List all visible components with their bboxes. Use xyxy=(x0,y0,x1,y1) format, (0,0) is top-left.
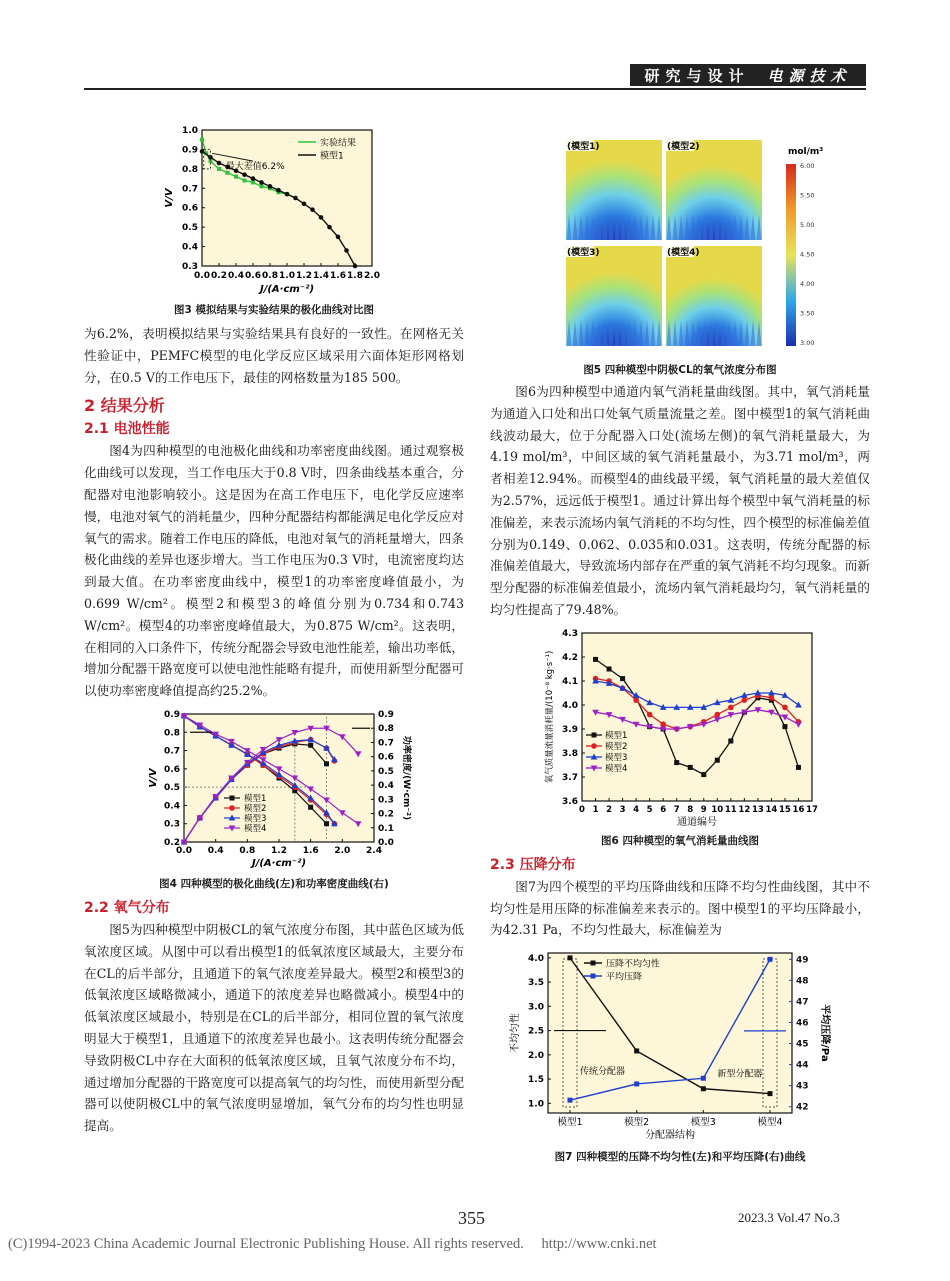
y2-tick-label: 49 xyxy=(796,955,809,966)
x-tick-label: 14 xyxy=(765,804,778,815)
data-point xyxy=(728,738,733,743)
figure-6-caption: 图6 四种模型的氧气消耗量曲线图 xyxy=(601,834,759,847)
x-tick-label: 2.4 xyxy=(366,845,382,856)
legend-marker xyxy=(591,743,597,749)
legend-label: 模型1 xyxy=(244,793,267,804)
figure-7-chart xyxy=(490,945,870,1145)
data-point xyxy=(251,176,256,181)
panel-label: (模型3) xyxy=(567,248,600,258)
x-tick-label: 1.2 xyxy=(296,271,312,281)
data-point xyxy=(715,757,720,762)
x-tick-label: 1.2 xyxy=(271,845,287,856)
y2-axis-label: 功率密度/(W·cm⁻²) xyxy=(401,735,411,821)
y-tick-label: 3.7 xyxy=(562,772,578,783)
issue-info: 2023.3 Vol.47 No.3 xyxy=(738,1210,840,1225)
y2-tick-label: 0.9 xyxy=(378,709,394,720)
polarization-point xyxy=(324,821,329,826)
colorbar-tick: 3.00 xyxy=(800,339,815,347)
y-tick-label: 0.2 xyxy=(164,837,180,848)
y-tick-label: 3.6 xyxy=(562,796,578,807)
x-tick-label: 1.8 xyxy=(347,271,363,281)
y-tick-label: 4.3 xyxy=(562,628,578,639)
y-tick-label: 4.2 xyxy=(562,652,578,663)
x-tick-label: 2.0 xyxy=(334,845,351,856)
y2-tick-label: 47 xyxy=(796,997,809,1008)
y-tick-label: 4.0 xyxy=(562,700,578,711)
data-point xyxy=(217,167,221,171)
data-point xyxy=(260,184,264,188)
legend-label: 模型4 xyxy=(244,823,267,834)
data-point xyxy=(634,1049,639,1054)
x-tick-label: 0.0 xyxy=(176,845,192,856)
journal-name: 电源技术 xyxy=(767,66,852,85)
data-point xyxy=(251,180,255,184)
figure-6-chart xyxy=(490,625,870,829)
x-axis-label: J/(A·cm⁻²) xyxy=(251,857,307,869)
data-point xyxy=(293,196,298,201)
y2-tick-label: 0.3 xyxy=(378,795,394,806)
legend-marker xyxy=(592,732,597,737)
data-point xyxy=(796,765,801,770)
page-number: 355 xyxy=(458,1208,485,1228)
data-point xyxy=(768,1091,773,1096)
annotation-label: 新型分配器 xyxy=(717,1069,763,1080)
data-point xyxy=(344,248,349,253)
figure-3-caption: 图3 模拟结果与实验结果的极化曲线对比图 xyxy=(174,304,374,316)
left-column xyxy=(84,118,464,1137)
data-point xyxy=(782,704,788,710)
data-point xyxy=(688,765,693,770)
y2-tick-label: 0.0 xyxy=(378,837,394,848)
legend-label: 模型4 xyxy=(605,763,628,774)
data-point xyxy=(728,704,734,710)
data-point xyxy=(701,1086,706,1091)
data-point xyxy=(234,175,238,179)
x-tick-label: 1.6 xyxy=(330,271,346,281)
data-point xyxy=(568,956,573,961)
data-point xyxy=(268,184,273,189)
y-tick-label: 1.0 xyxy=(528,1099,544,1110)
x-tick-label: 11 xyxy=(724,804,737,815)
y2-tick-label: 0.4 xyxy=(378,781,394,792)
journal-header xyxy=(630,64,866,86)
data-point xyxy=(319,215,324,220)
x-axis-label: 分配器结构 xyxy=(645,1130,695,1142)
paragraph-4: 图6为四种模型中通道内氧气消耗量曲线图。其中，氧气消耗量为通道入口处和出口处氧气质量流量之差。图中模型1的氧气消耗曲线波动最大，位于分配器入口处(流场左侧)的氧气消耗量最大，为4.19 mol/m³，中间区域的氧气消耗量最小，为3.71 mol/m³，两者相差12.94%。而模型4的曲线最平缓，氧气消耗量的最大差值仅为2.57%，远远低于模型1。通过计算出每个模型中氧气消耗量的标准偏差，来表示流场内氧气消耗的不均匀性，四个模型的标准偏差值分别为0.149、0.062、0.035和0.031。这表明，传统分配器的标准偏差值最大，导致流场内部存在严重的氧气消耗不均匀现象。而新型分配器的标准偏差值最小，流场内氧气消耗最均匀，氧气消耗量的均匀性提高了79.48%。 xyxy=(490,384,870,617)
right-column xyxy=(490,130,870,1164)
y2-tick-label: 48 xyxy=(796,976,809,987)
x-tick-label: 2 xyxy=(606,804,613,815)
y-tick-label: 0.9 xyxy=(164,709,180,720)
x-tick-label: 1.0 xyxy=(279,271,295,281)
paragraph-5: 图7为四个模型的平均压降曲线和压降不均匀性曲线图，其中不均匀性是用压降的标准偏差来表示的。图中模型1的平均压降最小，为42.31 Pa，不均匀性最大，标准偏差为 xyxy=(490,878,870,938)
legend-label: 模型2 xyxy=(605,741,628,752)
cnki-link[interactable]: http://www.cnki.net xyxy=(541,1236,657,1252)
x-tick-label: 6 xyxy=(660,804,667,815)
x-tick-label: 1 xyxy=(592,804,599,815)
x-tick-label: 8 xyxy=(687,804,694,815)
y-tick-label: 0.4 xyxy=(182,242,198,253)
y2-tick-label: 0.6 xyxy=(378,752,394,763)
figure-5-heatmaps xyxy=(490,130,870,358)
colorbar-tick: 5.00 xyxy=(800,221,815,229)
data-point xyxy=(634,1082,639,1087)
x-tick-label: 12 xyxy=(738,804,751,815)
x-tick-label: 7 xyxy=(673,804,680,815)
y-tick-label: 0.9 xyxy=(182,145,198,156)
data-point xyxy=(633,697,639,703)
x-tick-label: 1.6 xyxy=(302,845,319,856)
legend-label: 模型3 xyxy=(605,752,628,763)
y2-tick-label: 46 xyxy=(796,1018,809,1029)
x-tick-label: 0.0 xyxy=(194,271,210,281)
x-tick-label: 0.4 xyxy=(207,845,224,856)
paragraph-3: 图5为四种模型中阴极CL的氧气浓度分布图，其中蓝色区域为低氧浓度区域。从图中可以看出模型1的低氧浓度区域最大，主要分布在CL的后半部分，且通道下的氧气浓度差异最大。模型2和模型3的低氧浓度区域略微减小，通道下的浓度差异也略微减小。模型4中的低氧浓度区域最小，特别是在CL的后半部分，相同位置的氧气浓度明显大于模型1，且通道下的浓度差异也最小。这表明传统分配器会导致阴极CL中存在大面积的低氧浓度区域，且氧气浓度分布不均，通过增加分配器的干路宽度可以提高氧气的均匀性，而使用新型分配器可以使阴极CL中的氧气浓度明显增加，氧气分布的均匀性也明显提高。 xyxy=(84,921,464,1134)
x-axis-label: J/(A·cm⁻²) xyxy=(259,284,315,295)
panel-label: (模型1) xyxy=(567,142,600,152)
x-tick-label: 1.4 xyxy=(313,271,329,281)
colorbar-tick: 5.50 xyxy=(800,191,815,200)
annotation-label: 最大差值6.2% xyxy=(225,161,285,172)
figure-7-caption: 图7 四种模型的压降不均匀性(左)和平均压降(右)曲线 xyxy=(554,1151,806,1164)
data-point xyxy=(336,235,341,240)
legend-marker xyxy=(591,961,596,966)
data-point xyxy=(327,225,332,230)
y2-tick-label: 0.2 xyxy=(378,809,394,820)
x-tick-label: 15 xyxy=(779,804,791,815)
colorbar-tick: 6.00 xyxy=(800,162,815,170)
data-point xyxy=(647,712,653,718)
legend-label: 模型2 xyxy=(244,803,267,814)
plot-area xyxy=(202,130,372,266)
y-tick-label: 4.0 xyxy=(528,954,544,965)
section-2-3-title: 2.3 压降分布 xyxy=(490,856,576,873)
y-tick-label: 0.5 xyxy=(164,783,180,794)
x-tick-label: 9 xyxy=(700,804,707,815)
y-axis-label: 不均匀性 xyxy=(510,1013,521,1054)
x-tick-label: 模型3 xyxy=(690,1117,716,1129)
data-point xyxy=(243,179,247,183)
y2-axis-label: 平均压降/Pa xyxy=(819,1004,830,1062)
legend-marker xyxy=(229,805,235,811)
paragraph-1: 为6.2%，表明模拟结果与实验结果具有良好的一致性。在网格无关性验证中，PEMFC模型的电化学反应区域采用六面体矩形网格划分，在0.5 V的工作电压下，最佳的网格数量为185 500。 xyxy=(84,326,464,385)
data-point xyxy=(782,724,787,729)
data-point xyxy=(701,1076,706,1081)
panel-label: (模型2) xyxy=(667,142,700,152)
data-point xyxy=(714,712,720,718)
colorbar-tick: 4.50 xyxy=(800,250,815,259)
y-tick-label: 3.9 xyxy=(562,724,578,735)
legend-label: 平均压降 xyxy=(606,972,643,983)
y2-tick-label: 45 xyxy=(796,1039,809,1050)
y2-tick-label: 43 xyxy=(796,1081,809,1092)
copyright-text: (C)1994-2023 China Academic Journal Electronic Publishing House. All rights reserved. xyxy=(8,1236,524,1252)
copyright-line xyxy=(8,1236,657,1253)
y-tick-label: 0.7 xyxy=(182,184,198,195)
data-point xyxy=(674,760,679,765)
data-point xyxy=(701,772,706,777)
y-tick-label: 3.8 xyxy=(562,748,578,759)
data-point xyxy=(302,202,307,207)
y-tick-label: 0.8 xyxy=(164,728,180,739)
x-tick-label: 0.6 xyxy=(245,271,261,281)
legend-label: 模型1 xyxy=(605,730,628,741)
x-tick-label: 13 xyxy=(751,804,764,815)
y-axis-label: V/V xyxy=(148,768,159,788)
y-tick-label: 0.6 xyxy=(164,764,180,775)
y-axis-label: 氧气质量流量消耗量/(10⁻⁸ kg·s⁻¹) xyxy=(545,650,555,784)
legend-marker xyxy=(230,795,235,800)
y-tick-label: 0.3 xyxy=(182,262,198,272)
data-point xyxy=(217,161,222,166)
y-tick-label: 2.5 xyxy=(528,1026,544,1037)
y-tick-label: 0.4 xyxy=(164,801,180,812)
y-tick-label: 0.6 xyxy=(182,203,198,214)
power-point xyxy=(308,743,313,748)
section-2-2-title: 2.2 氧气分布 xyxy=(84,899,170,916)
y2-tick-label: 0.8 xyxy=(378,724,394,735)
header-rule xyxy=(84,88,866,90)
x-tick-label: 10 xyxy=(711,804,724,815)
figure-4-chart xyxy=(84,706,464,872)
journal-section: 研究与设计 xyxy=(644,66,750,85)
x-tick-label: 0.4 xyxy=(228,271,244,281)
x-tick-label: 0.8 xyxy=(262,271,278,281)
legend-label: 实验结果 xyxy=(320,138,357,149)
colorbar-tick: 4.00 xyxy=(800,280,815,288)
paragraph-2: 图4为四种模型的电池极化曲线和功率密度曲线图。通过观察极化曲线可以发现，当工作电压大于0.8 V时，四条曲线基本重合，分配器对电池影响较小。这是因为在高工作电压下，电化学反应速率慢，电池对氧气的消耗量少，四种分配器结构都能满足电化学反应对氧气的需求。随着工作电压的降低，电池对氧气的消耗量增大，四条极化曲线的差异也逐步增大。当工作电压为0.3 V时，电流密度均达到最大值。在功率密度曲线中，模型1的功率密度峰值最小，为0.699 W/cm²。模型2和模型3的峰值分别为0.734和0.743 W/cm²。模型4的功率密度峰值最大，为0.875 W/cm²。这表明，在相同的入口条件下，传统分配器会导致电池性能差，输出功率低，增加分配器干路宽度可以使电池性能略有提升，而使用新型分配器可以使功率密度峰值提高约25.2%。 xyxy=(84,443,464,699)
y-tick-label: 1.0 xyxy=(182,126,198,136)
x-tick-label: 0 xyxy=(579,804,585,815)
data-point xyxy=(607,666,612,671)
panel-label: (模型4) xyxy=(667,248,700,258)
data-point xyxy=(310,207,315,212)
y-tick-label: 3.5 xyxy=(528,978,544,989)
y2-tick-label: 0.7 xyxy=(378,738,394,749)
figure-3-chart xyxy=(84,118,464,296)
data-point xyxy=(200,138,204,142)
figure-5-caption: 图5 四种模型中阴极CL的氧气浓度分布图 xyxy=(583,364,777,376)
x-tick-label: 0.2 xyxy=(211,271,227,281)
polarization-point xyxy=(308,805,313,810)
x-tick-label: 模型1 xyxy=(557,1117,583,1129)
data-point xyxy=(768,957,773,962)
legend-label: 模型1 xyxy=(320,151,344,162)
data-point xyxy=(259,180,264,185)
x-tick-label: 4 xyxy=(633,804,640,815)
x-tick-label: 0.8 xyxy=(239,845,256,856)
y2-tick-label: 0.5 xyxy=(378,766,394,777)
x-tick-label: 2.0 xyxy=(364,271,380,281)
x-tick-label: 16 xyxy=(792,804,805,815)
y2-tick-label: 42 xyxy=(796,1102,809,1113)
y2-tick-label: 44 xyxy=(796,1060,809,1071)
legend-marker xyxy=(591,974,596,979)
data-point xyxy=(742,697,748,703)
plot-area xyxy=(548,953,792,1113)
section-2-title: 2 结果分析 xyxy=(84,396,165,416)
x-tick-label: 3 xyxy=(619,804,626,815)
colorbar xyxy=(786,164,796,346)
colorbar-unit: mol/m³ xyxy=(788,147,824,157)
x-tick-label: 17 xyxy=(806,804,818,815)
y-axis-label: V/V xyxy=(164,188,175,208)
data-point xyxy=(769,695,775,701)
y-tick-label: 3.0 xyxy=(528,1002,544,1013)
x-tick-label: 5 xyxy=(646,804,653,815)
power-point xyxy=(324,761,329,766)
data-point xyxy=(660,721,666,727)
x-tick-label: 模型4 xyxy=(757,1117,783,1129)
data-point xyxy=(285,192,290,197)
data-point xyxy=(620,676,625,681)
data-point xyxy=(276,188,281,193)
data-point xyxy=(242,172,247,177)
y-tick-label: 0.3 xyxy=(164,819,180,830)
legend-label: 压降不均匀性 xyxy=(606,959,661,970)
colorbar-tick: 3.50 xyxy=(800,309,815,318)
y-tick-label: 2.0 xyxy=(528,1050,544,1061)
y-tick-label: 1.5 xyxy=(528,1075,544,1086)
figure-4-caption: 图4 四种模型的极化曲线(左)和功率密度曲线(右) xyxy=(159,877,389,890)
y-tick-label: 4.1 xyxy=(562,676,578,687)
x-tick-label: 模型2 xyxy=(624,1117,650,1129)
legend-label: 模型3 xyxy=(244,813,267,824)
y-tick-label: 0.8 xyxy=(182,164,198,175)
annotation-label: 传统分配器 xyxy=(580,1067,626,1078)
section-2-1-title: 2.1 电池性能 xyxy=(84,421,170,438)
y2-tick-label: 0.1 xyxy=(378,823,394,834)
y-tick-label: 0.7 xyxy=(164,746,180,757)
y-tick-label: 0.5 xyxy=(182,223,198,234)
data-point xyxy=(568,1098,573,1103)
x-axis-label: 通道编号 xyxy=(677,816,717,828)
data-point xyxy=(353,264,358,269)
data-point xyxy=(593,657,598,662)
